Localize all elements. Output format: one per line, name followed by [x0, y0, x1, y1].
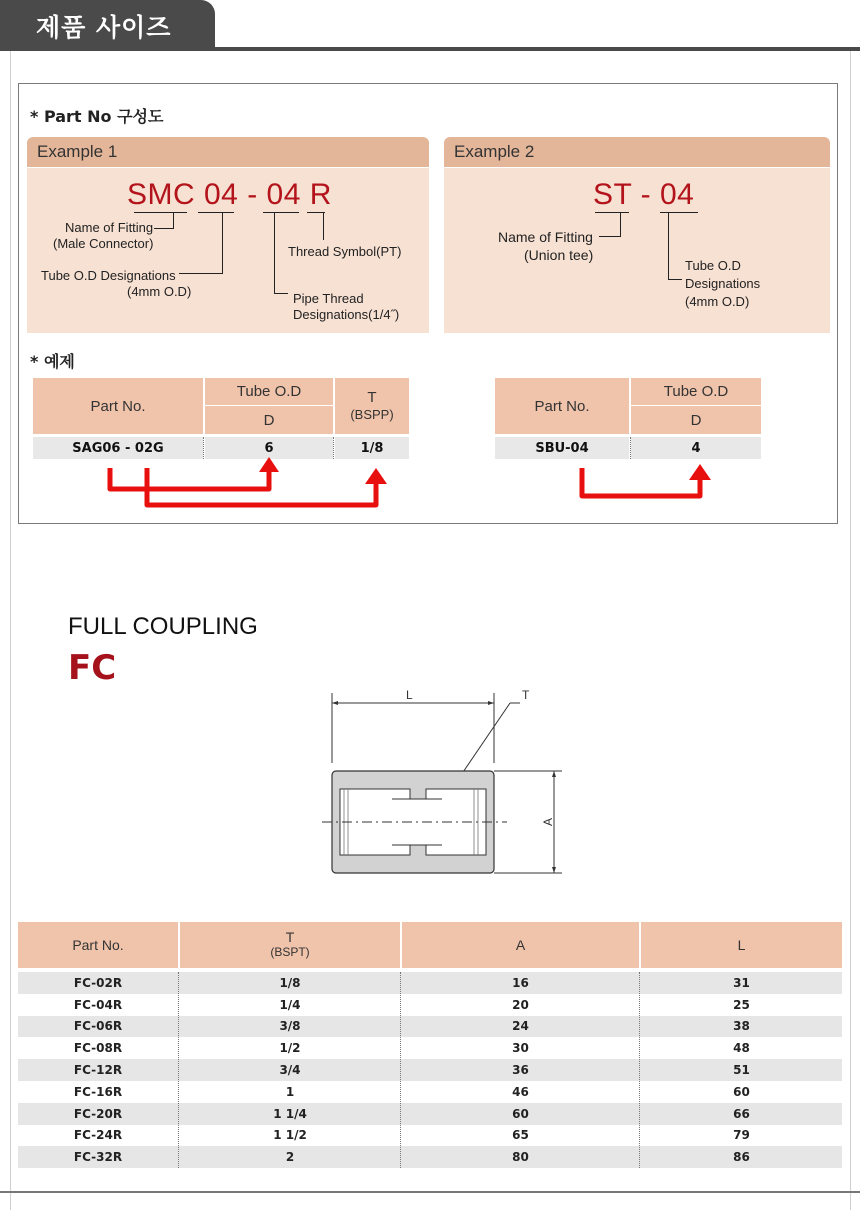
table-cell-a: 36: [512, 1063, 529, 1078]
table-cell-l: 48: [733, 1041, 750, 1056]
table-cell-part-no: FC-24R: [73, 1128, 123, 1143]
table-column-separator: [639, 972, 640, 1168]
t1-header-t-sub: (BSPP): [350, 407, 394, 422]
t2-header-tube-od: Tube O.D: [631, 378, 761, 405]
table-column-separator: [178, 972, 179, 1168]
table-cell-a: 20: [512, 997, 529, 1012]
table-cell-l: 38: [733, 1019, 750, 1034]
table-cell-a: 65: [512, 1128, 529, 1143]
arrow-head-t: [365, 468, 387, 484]
example-heading: * 예제: [30, 352, 75, 371]
bottom-divider: [0, 1191, 860, 1193]
dims-header-t-label: T: [285, 929, 295, 945]
ex2-label-tube-od-mm: (4mm O.D): [685, 294, 750, 309]
drawing-label-t: T: [522, 688, 530, 702]
table-cell-l: 60: [733, 1084, 750, 1099]
table-cell-l: 66: [733, 1106, 750, 1121]
ex1-label-thread-symbol: Thread Symbol(PT): [288, 244, 402, 259]
t2-cell-d: 4: [631, 437, 761, 459]
table-cell-part-no: FC-08R: [73, 1041, 123, 1056]
ex1-label-male-connector: (Male Connector): [53, 236, 154, 251]
table-cell-l: 25: [733, 997, 750, 1012]
table-cell-t: 1/4: [279, 997, 301, 1012]
t1-header-t-label: T: [367, 389, 377, 406]
ex2-label-name-of-fitting: Name of Fitting: [498, 229, 593, 245]
arrow-part-to-d: [110, 468, 269, 489]
table-cell-part-no: FC-02R: [73, 975, 123, 990]
product-name: FULL COUPLING: [68, 613, 258, 640]
page-title: 제품 사이즈: [36, 13, 172, 42]
table-cell-a: 24: [512, 1019, 529, 1034]
drawing-label-a: A: [541, 817, 555, 826]
table-cell-t: 1 1/2: [273, 1128, 307, 1143]
dims-header-a: A: [402, 922, 639, 968]
t1-header-d: D: [205, 406, 333, 434]
ex2-label-tube-od: Tube O.D: [685, 258, 741, 273]
dims-header-l: L: [641, 922, 842, 968]
ex1-label-pipe-thread: Pipe Thread: [293, 291, 364, 306]
example1-code: SMC 04 - 04 R: [127, 178, 332, 211]
table-cell-t: 1/2: [279, 1041, 301, 1056]
table-cell-a: 30: [512, 1041, 529, 1056]
t2-cell-part-no: SBU-04: [495, 437, 629, 459]
t1-cell-t: 1/8: [335, 437, 409, 459]
example2-title: Example 2: [454, 142, 535, 161]
ex2-label-union-tee: (Union tee): [524, 247, 594, 263]
table-cell-part-no: FC-06R: [73, 1019, 123, 1034]
table-column-separator: [400, 972, 401, 1168]
t1-header-part-no: Part No.: [33, 378, 203, 434]
table-cell-l: 31: [733, 975, 750, 990]
table-cell-t: 2: [285, 1150, 295, 1165]
dims-header-t-sub: (BSPT): [270, 945, 310, 959]
table-cell-l: 86: [733, 1150, 750, 1165]
table-cell-part-no: FC-16R: [73, 1084, 123, 1099]
table-cell-t: 1/8: [279, 975, 301, 990]
dims-header-part-no: Part No.: [18, 922, 178, 968]
table-cell-part-no: FC-04R: [73, 997, 123, 1012]
ex1-label-tube-od-mm: (4mm O.D): [127, 284, 192, 299]
ex1-label-tube-od: Tube O.D Designations: [41, 268, 176, 283]
table-cell-part-no: FC-12R: [73, 1063, 123, 1078]
table-cell-l: 79: [733, 1128, 750, 1143]
table-cell-a: 46: [512, 1084, 529, 1099]
example-arrows: [0, 0, 860, 520]
ex1-label-pipe-thread-size: Designations(1/4˝): [293, 307, 400, 322]
arrow-part-to-d-2: [582, 468, 700, 496]
t1-cell-d: 6: [205, 437, 333, 459]
example1-title: Example 1: [37, 142, 118, 161]
table-cell-a: 60: [512, 1106, 529, 1121]
table-cell-part-no: FC-32R: [73, 1150, 123, 1165]
table-cell-t: 3/8: [279, 1019, 301, 1034]
table-cell-a: 80: [512, 1150, 529, 1165]
table-cell-t: 3/4: [279, 1063, 301, 1078]
ex1-label-name-of-fitting: Name of Fitting: [65, 220, 154, 235]
drawing-label-l: L: [406, 688, 413, 702]
t1-cell-part-no: SAG06 - 02G: [33, 437, 203, 459]
product-code: FC: [68, 648, 117, 688]
t2-header-part-no: Part No.: [495, 378, 629, 434]
ex2-label-designations: Designations: [685, 276, 761, 291]
dims-header-t: [180, 922, 400, 968]
table-cell-l: 51: [733, 1063, 750, 1078]
t2-header-d: D: [631, 406, 761, 434]
table-cell-a: 16: [512, 975, 529, 990]
arrow-head-d: [259, 457, 279, 472]
example2-code: ST - 04: [593, 178, 695, 211]
table-cell-t: 1: [285, 1084, 295, 1099]
coupling-drawing: [322, 683, 572, 883]
arrow-head-d-2: [689, 464, 711, 480]
table-cell-t: 1 1/4: [273, 1106, 307, 1121]
t1-header-tube-od: Tube O.D: [205, 378, 333, 405]
table-cell-part-no: FC-20R: [73, 1106, 123, 1121]
part-no-heading: * Part No 구성도: [30, 107, 164, 126]
